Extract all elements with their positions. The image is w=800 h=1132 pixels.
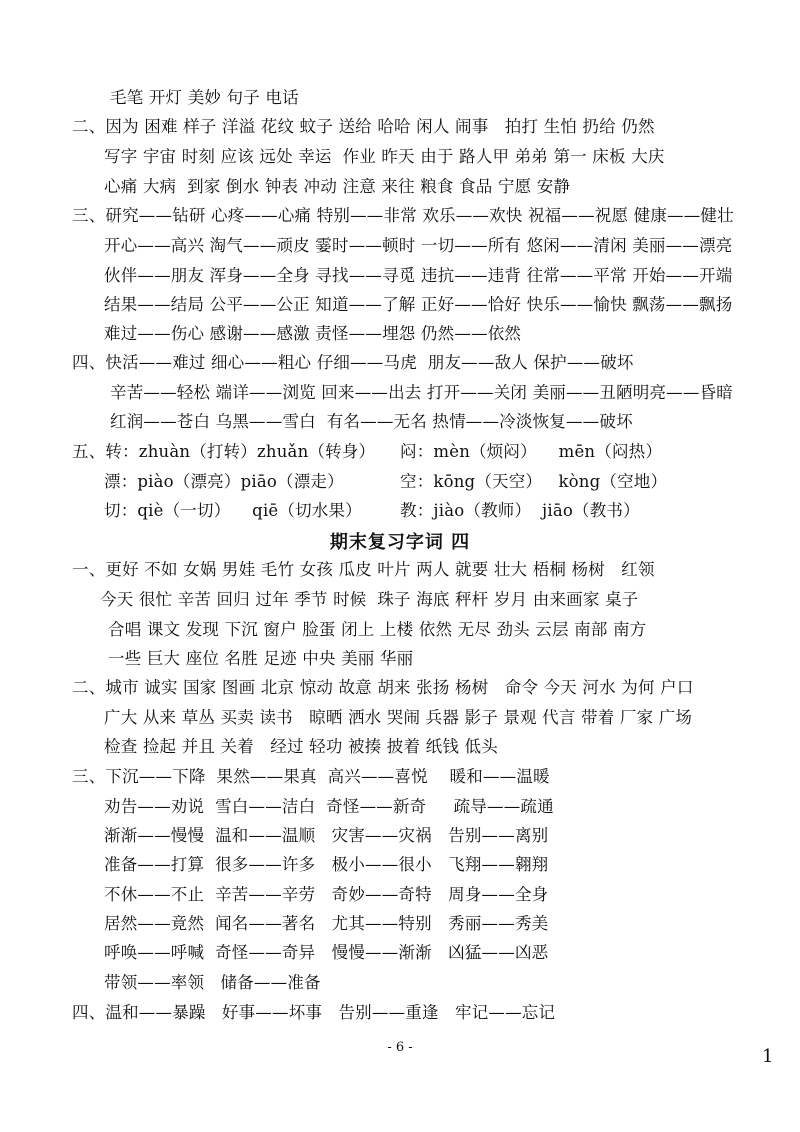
text-line: 红润——苍白 乌黑——雪白 有名——无名 热情——冷淡恢复——破坏 [110,412,633,431]
text-line: 劝告——劝说 雪白——洁白 奇怪——新奇 疏导——疏通 [104,797,554,816]
text-line: 检查 捡起 并且 关着 经过 轻功 被揍 披着 纸钱 低头 [104,737,498,756]
text-line: 难过——伤心 感谢——感激 责怪——埋怨 仍然——依然 [104,324,522,343]
text-line: 空：kōng（天空） kòng（空地） [400,472,668,491]
text-line: 写字 宇宙 时刻 应该 远处 幸运 作业 昨天 由于 路人甲 弟弟 第一 床板 大庆 [104,147,665,166]
text-line: 开心——高兴 淘气——顽皮 霎时——顿时 一切——所有 悠闲——清闲 美丽——漂亮 [104,236,733,255]
text-line: 漂：piào（漂亮）piāo（漂走） [104,472,344,491]
text-line: 准备——打算 很多——许多 极小——很小 飞翔——翱翔 [104,855,549,874]
text-line: 呼唤——呼喊 奇怪——奇异 慢慢——渐渐 凶猛——凶恶 [104,943,549,962]
text-line: 三、下沉——下降 果然——果真 高兴——喜悦 暖和——温暖 [72,767,550,786]
text-line: 一、更好 不如 女娲 男娃 毛竹 女孩 瓜皮 叶片 两人 就要 壮大 梧桐 杨树 红领 [72,560,655,579]
text-line: 结果——结局 公平——公正 知道——了解 正好——恰好 快乐——愉快 飘荡——飘扬 [104,295,733,314]
text-line: 不休——不止 辛苦——辛劳 奇妙——奇特 周身——全身 [104,885,549,904]
text-line: 闷：mèn（烦闷） mēn（闷热） [400,442,663,461]
text-line: 教：jiào（教师） jiāo（教书） [400,501,640,520]
page-title: 期末复习字词 四 [329,532,471,553]
text-line: 伙伴——朋友 浑身——全身 寻找——寻觅 违抗——违背 往常——平常 开始——开端 [104,266,733,285]
text-line: 今天 很忙 辛苦 回归 过年 季节 时候 珠子 海底 秤杆 岁月 由来画家 桌子 [100,590,639,609]
text-line: 心痛 大病 到家 倒水 钟表 冲动 注意 来往 粮食 食品 宁愿 安静 [104,177,571,196]
text-line: 毛笔 开灯 美妙 句子 电话 [110,88,299,107]
text-line: 一些 巨大 座位 名胜 足迹 中央 美丽 华丽 [108,649,414,668]
text-line: 渐渐——慢慢 温和——温顺 灾害——灾祸 告别——离别 [104,826,549,845]
text-line: 广大 从来 草丛 买卖 读书 晾晒 洒水 哭闹 兵器 影子 景观 代言 带着 厂家 广场 [104,708,693,727]
text-line: 四、温和——暴躁 好事——坏事 告别——重逢 牢记——忘记 [72,1003,556,1022]
corner-mark: 1 [762,1046,774,1067]
text-line: 二、因为 困难 样子 洋溢 花纹 蚊子 送给 哈哈 闲人 闹事 拍打 生怕 扔给 仍然 [72,117,655,136]
text-line: 带领——率领 储备——准备 [104,973,321,992]
text-line: 合唱 课文 发现 下沉 窗户 脸蛋 闭上 上楼 依然 无尽 劲头 云层 南部 南方 [108,620,647,639]
text-line: 三、研究——钻研 心疼——心痛 特别——非常 欢乐——欢快 祝福——祝愿 健康——健壮 [72,206,734,225]
text-line: 居然——竟然 闻名——著名 尤其——特别 秀丽——秀美 [104,914,549,933]
text-line: 切：qiè（一切） qiē（切水果） [104,501,362,520]
text-line: 四、快活——难过 细心——粗心 仔细——马虎 朋友——敌人 保护——破坏 [72,353,634,372]
text-line: 五、转：zhuàn（打转）zhuǎn（转身） [72,442,376,461]
text-line: 二、城市 诚实 国家 图画 北京 惊动 故意 胡来 张扬 杨树 命令 今天 河水 为何 户口 [72,678,694,697]
text-line: 辛苦——轻松 端详——浏览 回来——出去 打开——关闭 美丽——丑陋明亮——昏暗 [110,383,733,402]
page-number: - 6 - [387,1040,413,1055]
